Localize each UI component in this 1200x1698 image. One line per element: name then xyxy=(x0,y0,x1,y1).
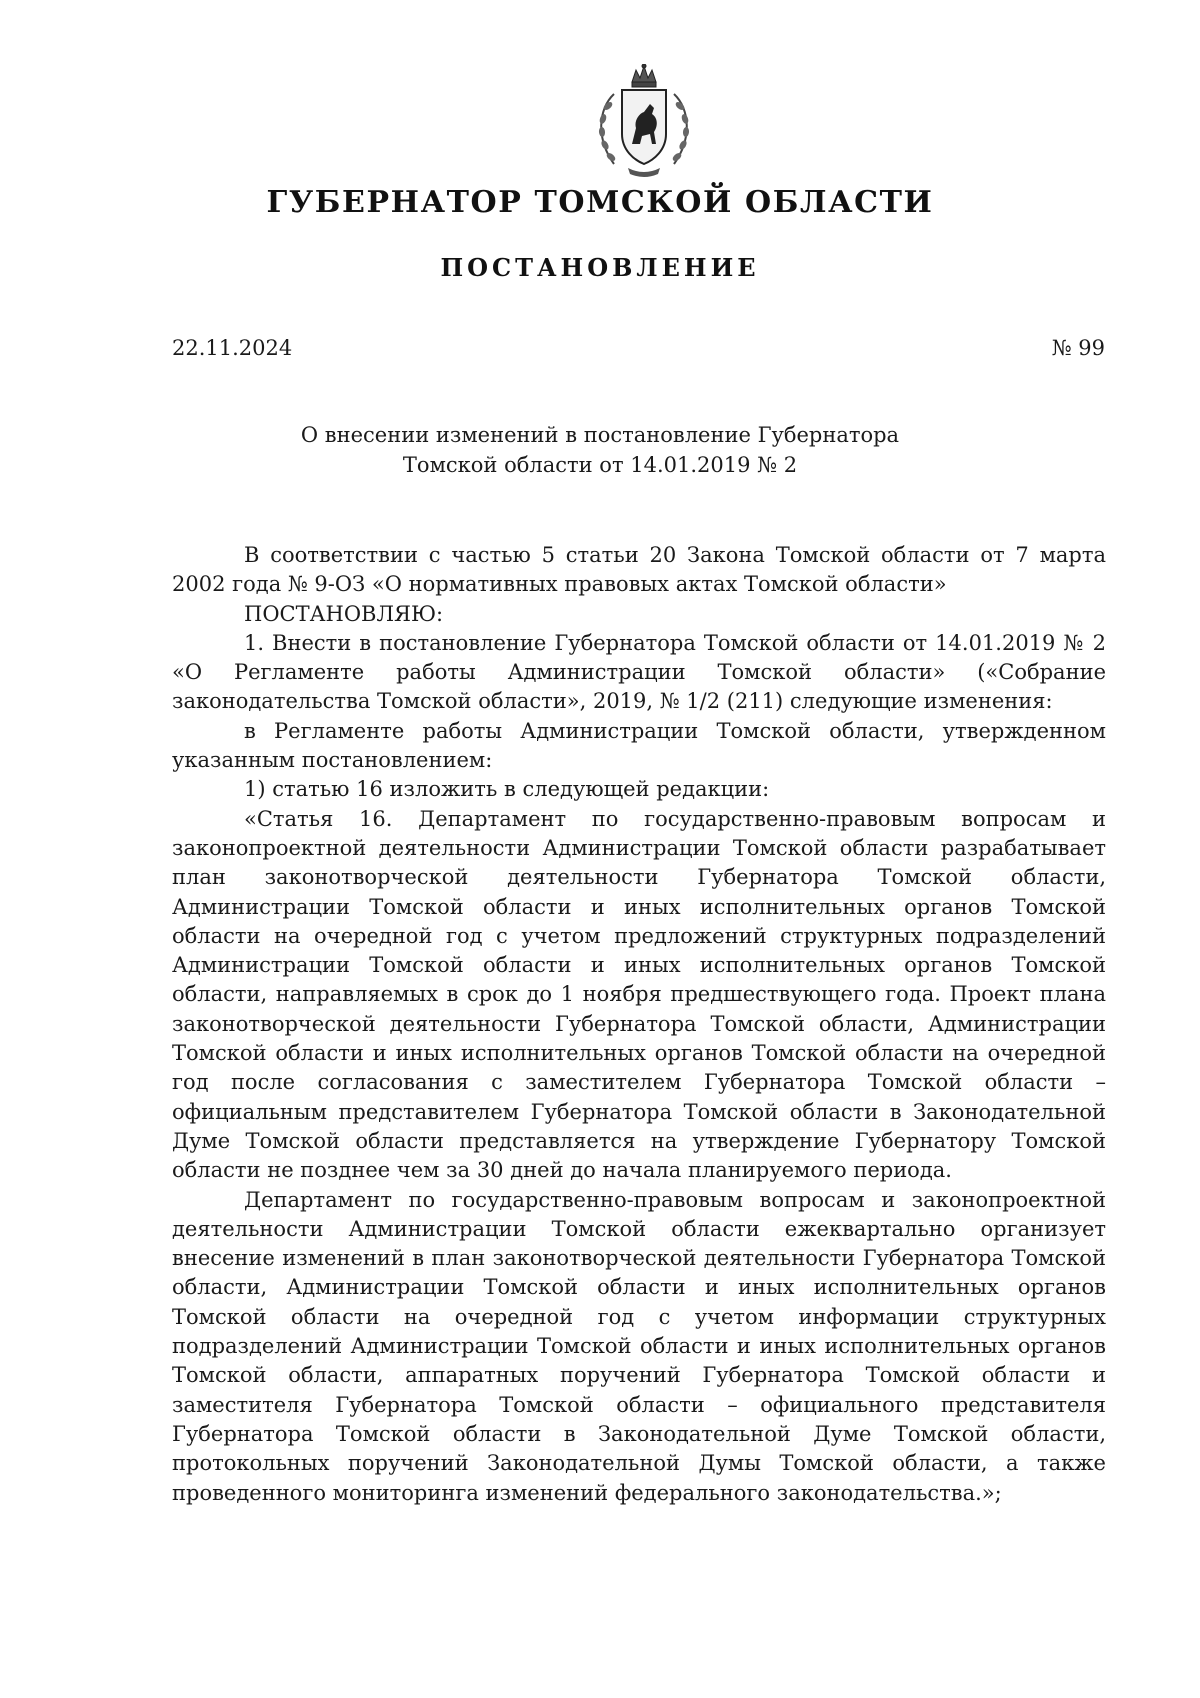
issuer-title: ГУБЕРНАТОР ТОМСКОЙ ОБЛАСТИ xyxy=(266,185,934,220)
body-paragraph-item-1: 1. Внести в постановление Губернатора Томской области от 14.01.2019 № 2 «О Регламенте работы Администрации Томской области» («Собрание законодательства Томской области», 2019, № 1/2 (211) следующие изменения: xyxy=(172,630,1106,714)
document-body xyxy=(172,541,1106,1508)
body-paragraph-article-16: «Статья 16. Департамент по государственно-правовым вопросам и законопроектной деятельности Администрации Томской области разрабатывает план законотворческой деятельности Губернатора Томской области, Администрации Томской области и иных исполнительных органов Томской области на очередной год с учетом предложений структурных подразделений Администрации Томской области и иных исполнительных органов Томской области, направляемых в срок до 1 ноября предшествующего года. Проект плана законотворческой деятельности Губернатора Томской области, Администрации Томской области и иных исполнительных органов Томской области на очередной год после согласования с заместителем Губернатора Томской области – официальным представителем Губернатора Томской области в Законодательной Думе Томской области представляется на утверждение Губернатору Томской области не позднее чем за 30 дней до начала планируемого периода. xyxy=(172,806,1106,1183)
body-paragraph-regulation: в Регламенте работы Администрации Томской области, утвержденном указанным постановлением: xyxy=(172,718,1106,773)
document-type-title: ПОСТАНОВЛЕНИЕ xyxy=(440,253,760,282)
body-paragraph-subitem-1: 1) статью 16 изложить в следующей редакции: xyxy=(244,777,770,802)
body-paragraph-department: Департамент по государственно-правовым вопросам и законопроектной деятельности Администрации Томской области ежеквартально организует внесение изменений в план законотворческой деятельности Губернатора Томской области, Администрации Томской области и иных исполнительных органов Томской области на очередной год с учетом информации структурных подразделений Администрации Томской области и иных исполнительных органов Томской области, аппаратных поручений Губернатора Томской области и заместителя Губернатора Томской области – официального представителя Губернатора Томской области в Законодательной Думе Томской области, протокольных поручений Законодательной Думы Томской области, а также проведенного мониторинга изменений федерального законодательства.»; xyxy=(172,1187,1106,1505)
document-subject xyxy=(0,420,1200,480)
body-paragraph-preamble: В соответствии с частью 5 статьи 20 Закона Томской области от 7 марта 2002 года № 9-ОЗ «О нормативных правовых актах Томской области» xyxy=(172,543,1106,597)
subject-line-2: Томской области от 14.01.2019 № 2 xyxy=(402,453,798,477)
body-paragraph-decree: ПОСТАНОВЛЯЮ: xyxy=(244,601,444,626)
document-date: 22.11.2024 xyxy=(172,336,293,360)
document-number: № 99 xyxy=(1051,336,1105,360)
subject-line-1: О внесении изменений в постановление Губернатора xyxy=(300,423,900,447)
coat-of-arms-icon xyxy=(584,64,704,180)
